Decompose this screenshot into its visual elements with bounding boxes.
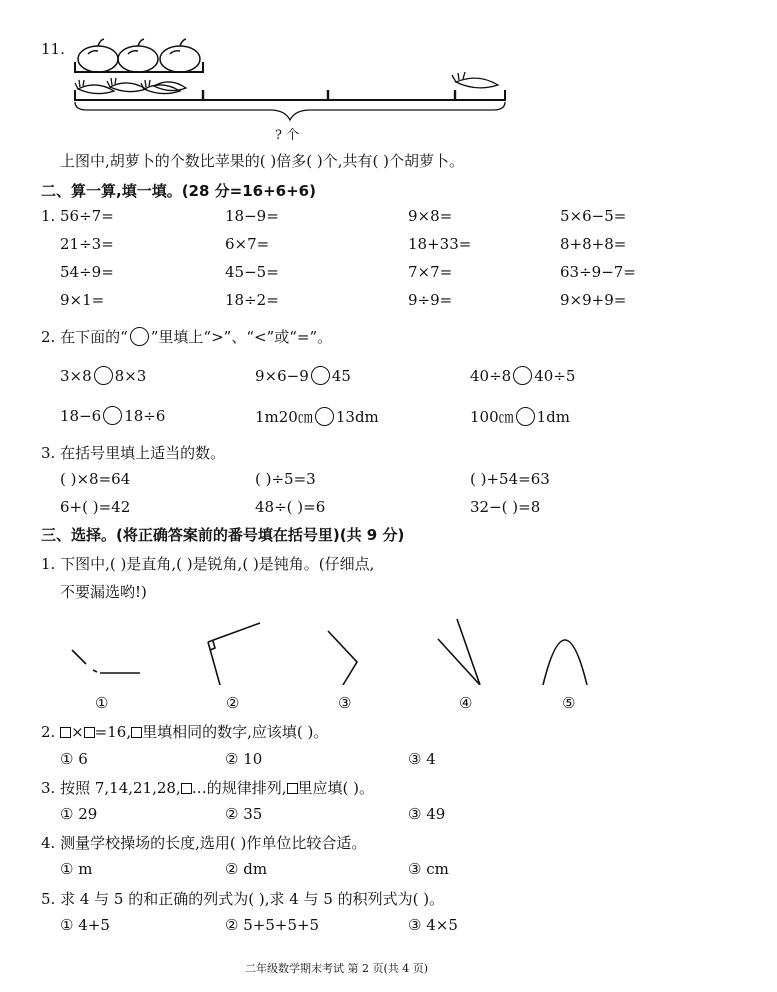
angle-figure-4 <box>438 619 480 685</box>
section2-q3-title: 3. 在括号里填上适当的数。 <box>41 444 226 462</box>
fill-item: 6+( )=42 <box>60 498 131 516</box>
carrot-icon <box>452 72 498 88</box>
compare-circle[interactable] <box>103 406 122 425</box>
compare-item: 1m20㎝ 13dm <box>255 408 379 426</box>
fill-item: 48÷( )=6 <box>255 498 326 516</box>
section3-q4: 4. 测量学校操场的长度,选用( )作单位比较合适。 <box>41 834 367 852</box>
blank-square-icon <box>181 783 192 794</box>
option-item: ② 35 <box>225 805 263 823</box>
angle-label: ② <box>226 694 240 712</box>
blank-square-icon <box>84 727 95 738</box>
calc-item: 9÷9= <box>408 291 453 309</box>
option-item: ③ cm <box>408 860 449 878</box>
section3-q3: 3. 按照 7,14,21,28, …的规律排列, 里应填( )。 <box>41 779 374 797</box>
apple-icon <box>78 39 118 72</box>
compare-item: 3×8 8×3 <box>60 367 147 385</box>
fill-item: 32−( )=8 <box>470 498 541 516</box>
calc-item: 63÷9−7= <box>560 263 636 281</box>
calc-item: 8+8+8= <box>560 235 627 253</box>
option-item: ② 10 <box>225 750 263 768</box>
option-item: ① 6 <box>60 750 88 768</box>
compare-circle[interactable] <box>94 366 113 385</box>
curve-figure-5 <box>543 640 587 685</box>
q11-figure <box>70 38 510 138</box>
section2-q1-number: 1. <box>41 207 56 225</box>
blank-square-icon <box>60 727 71 738</box>
angle-figure-3 <box>328 631 357 685</box>
calc-item: 9×8= <box>408 207 453 225</box>
calc-item: 18−9= <box>225 207 279 225</box>
compare-circle[interactable] <box>516 407 535 426</box>
section2-q2-title: 2. 在下面的“ ”里填上“>”、“<”或“=”。 <box>41 328 333 346</box>
compare-circle[interactable] <box>513 366 532 385</box>
angle-figure-2 <box>208 623 260 685</box>
angle-figure-1 <box>72 650 140 673</box>
calc-item: 6×7= <box>225 235 270 253</box>
option-item: ① 4+5 <box>60 916 110 934</box>
compare-circle-icon <box>130 327 149 346</box>
fill-item: ( )×8=64 <box>60 470 131 488</box>
angle-label: ⑤ <box>562 694 576 712</box>
page-footer: 二年级数学期末考试 第 2 页(共 4 页) <box>245 962 429 975</box>
calc-item: 9×1= <box>60 291 105 309</box>
section3-q1-line1: 1. 下图中,( )是直角,( )是锐角,( )是钝角。(仔细点, <box>41 555 375 573</box>
question-mark-label: ? 个 <box>275 128 300 143</box>
blank-square-icon <box>131 727 142 738</box>
apple-icon <box>160 39 200 72</box>
option-item: ① 29 <box>60 805 98 823</box>
calc-item: 7×7= <box>408 263 453 281</box>
option-item: ① m <box>60 860 93 878</box>
section3-q5: 5. 求 4 与 5 的和正确的列式为( ),求 4 与 5 的积列式为( )。 <box>41 890 445 908</box>
calc-item: 18÷2= <box>225 291 279 309</box>
calc-item: 18+33= <box>408 235 472 253</box>
angle-label: ③ <box>338 694 352 712</box>
compare-item: 40÷8 40÷5 <box>470 367 576 385</box>
angle-label: ④ <box>459 694 473 712</box>
calc-item: 21÷3= <box>60 235 114 253</box>
calc-item: 9×9+9= <box>560 291 627 309</box>
total-brace <box>75 102 505 120</box>
compare-circle[interactable] <box>311 366 330 385</box>
section2-title: 二、算一算,填一填。(28 分=16+6+6) <box>41 182 316 200</box>
option-item: ③ 49 <box>408 805 446 823</box>
apple-bracket <box>75 62 203 72</box>
angle-label: ① <box>95 694 109 712</box>
section3-q1-line2: 不要漏选哟!) <box>60 583 147 601</box>
option-item: ③ 4×5 <box>408 916 458 934</box>
carrot-icon <box>107 78 146 92</box>
angles-figure <box>60 615 620 685</box>
option-item: ② dm <box>225 860 268 878</box>
option-item: ② 5+5+5+5 <box>225 916 320 934</box>
calc-item: 45−5= <box>225 263 279 281</box>
q11-number: 11. <box>41 40 65 58</box>
compare-item: 9×6−9 45 <box>255 367 351 385</box>
compare-item: 18−6 18÷6 <box>60 407 166 425</box>
calc-item: 5×6−5= <box>560 207 627 225</box>
fill-item: ( )+54=63 <box>470 470 550 488</box>
section3-q2: 2. × =16, 里填相同的数字,应该填( )。 <box>41 723 329 741</box>
compare-item: 100㎝ 1dm <box>470 408 571 426</box>
option-item: ③ 4 <box>408 750 436 768</box>
compare-circle[interactable] <box>315 407 334 426</box>
calc-item: 54÷9= <box>60 263 114 281</box>
q11-text: 上图中,胡萝卜的个数比苹果的( )倍多( )个,共有( )个胡萝卜。 <box>60 152 464 170</box>
blank-square-icon <box>287 783 298 794</box>
fill-item: ( )÷5=3 <box>255 470 316 488</box>
apple-icon <box>118 39 158 72</box>
section3-title: 三、选择。(将正确答案前的番号填在括号里)(共 9 分) <box>41 526 405 544</box>
calc-item: 56÷7= <box>60 207 114 225</box>
